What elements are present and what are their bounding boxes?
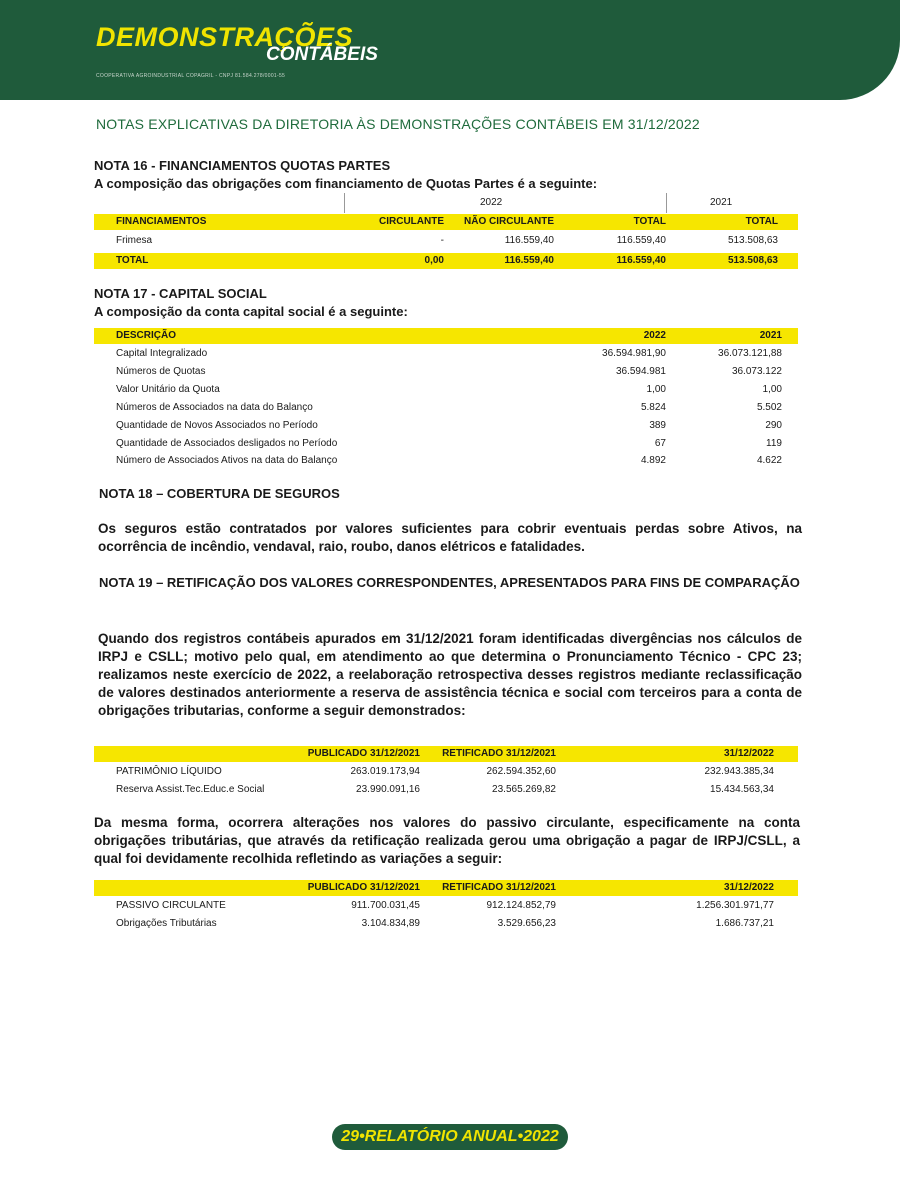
header-cell: NÃO CIRCULANTE [464, 216, 554, 227]
footer-text: 29•RELATÓRIO ANUAL•2022 [341, 1128, 559, 1145]
table-row [94, 400, 798, 416]
nota19-table1 [94, 746, 798, 802]
header-cell: FINANCIAMENTOS [116, 216, 207, 227]
table-cell: 389 [649, 420, 666, 431]
table-row [94, 782, 798, 798]
table-cell: 513.508,63 [727, 235, 778, 246]
nota19-title: NOTA 19 – RETIFICAÇÃO DOS VALORES CORRESPONDENTES, APRESENTADOS PARA FINS DE COMPARAÇÃO [99, 575, 800, 590]
table-cell: Reserva Assist.Tec.Educ.e Social [116, 784, 265, 795]
page-header [0, 0, 900, 100]
table-row [94, 346, 798, 362]
nota16-year-2022: 2022 [480, 197, 503, 208]
table-cell: 232.943.385,34 [704, 766, 774, 777]
table-header-row [94, 880, 798, 896]
table-cell: Quantidade de Associados desligados no Período [116, 438, 338, 449]
table-cell: 36.073.122 [731, 366, 782, 377]
table-cell: 116.559,40 [616, 255, 666, 266]
nota16-title: NOTA 16 - FINANCIAMENTOS QUOTAS PARTES [94, 158, 391, 173]
table-cell: 912.124.852,79 [486, 900, 556, 911]
table-total-row [94, 253, 798, 269]
table-row [94, 382, 798, 398]
table-cell: - [440, 235, 444, 246]
table-cell: Frimesa [116, 235, 153, 246]
nota18-title: NOTA 18 – COBERTURA DE SEGUROS [99, 486, 340, 501]
page-footer [332, 1124, 568, 1150]
nota17-table [94, 328, 798, 468]
table-cell: 911.700.031,45 [351, 900, 420, 911]
table-row [94, 233, 798, 249]
header-cell: CIRCULANTE [379, 216, 444, 227]
header-cell: PUBLICADO 31/12/2021 [307, 748, 420, 759]
table-cell: 513.508,63 [727, 255, 778, 266]
nota16-table [94, 214, 798, 274]
table-cell: 15.434.563,34 [710, 784, 774, 795]
table-cell: PASSIVO CIRCULANTE [116, 900, 226, 911]
header-company-line: COOPERATIVA AGROINDUSTRIAL COPAGRIL - CNPJ 81.584.278/0001-55 [96, 73, 286, 79]
table-header-row [94, 214, 798, 230]
table-cell: 262.594.352,60 [486, 766, 556, 777]
table-cell: 4.892 [640, 455, 666, 466]
table-cell: 36.073.121,88 [718, 348, 782, 359]
table-cell: 116.559,40 [504, 255, 554, 266]
table-cell: 4.622 [756, 455, 782, 466]
table-cell: TOTAL [116, 255, 149, 266]
table-cell: Número de Associados Ativos na data do Balanço [116, 455, 338, 466]
table-cell: Obrigações Tributárias [116, 918, 217, 929]
table-cell: 290 [765, 420, 782, 431]
table-row [94, 898, 798, 914]
table-cell: PATRIMÔNIO LÍQUIDO [116, 766, 222, 777]
table-cell: Números de Associados na data do Balanço [116, 402, 313, 413]
year-divider [666, 193, 667, 213]
table-cell: Valor Unitário da Quota [116, 384, 220, 395]
table-cell: 3.104.834,89 [361, 918, 420, 929]
table-cell: 116.559,40 [616, 235, 666, 246]
table-row [94, 436, 798, 452]
header-cell: 31/12/2022 [723, 882, 774, 893]
table-cell: 36.594.981,90 [602, 348, 666, 359]
table-cell: Capital Integralizado [116, 348, 208, 359]
table-header-row [94, 328, 798, 344]
table-cell: 67 [654, 438, 666, 449]
table-cell: 119 [766, 438, 782, 449]
nota19-text1: Quando dos registros contábeis apurados em 31/12/2021 foram identificadas divergências nos cálculos de IRPJ e CSLL; motivo pelo qual, em atendimento ao que determina o Pronunciamento Técnico - CPC 23; realizamos neste exercício de 2022, a reelaboração retrospectiva desses registros mediante reclassificação de valores destinados anteriormente a reserva de assistência técnica e social com terceiros para a conta de obrigações tributarias, conforme a seguir demonstrados: [98, 631, 802, 718]
nota18-text: Os seguros estão contratados por valores suficientes para cobrir eventuais perdas sobre Ativos, na ocorrência de incêndio, vendaval, raio, roubo, danos elétricos e fatalidades. [98, 521, 802, 554]
table-cell: 1,00 [762, 384, 782, 395]
table-cell: 1,00 [646, 384, 666, 395]
table-row [94, 916, 798, 932]
table-cell: 263.019.173,94 [350, 766, 420, 777]
nota19-text2: Da mesma forma, ocorrera alterações nos valores do passivo circulante, especificamente na conta obrigações tributárias, que através da retificação realizada gerou uma obrigação a pagar de IRPJ/CSLL, a qual foi devidamente recolhida refletindo as variações a seguir: [94, 815, 800, 866]
table-cell: Números de Quotas [116, 366, 206, 377]
nota16-year-2021: 2021 [710, 197, 733, 208]
nota19-table2 [94, 880, 798, 936]
table-cell: 23.990.091,16 [356, 784, 420, 795]
table-cell: 5.824 [640, 402, 666, 413]
table-cell: 36.594.981 [615, 366, 666, 377]
header-cell: TOTAL [633, 216, 666, 227]
header-cell: 31/12/2022 [723, 748, 774, 759]
table-cell: 1.686.737,21 [715, 918, 774, 929]
header-title-line2: CONTÁBEIS [266, 44, 378, 65]
header-cell: PUBLICADO 31/12/2021 [307, 882, 420, 893]
header-title-line1: DEMONSTRAÇÕES [96, 22, 354, 52]
section-title: NOTAS EXPLICATIVAS DA DIRETORIA ÀS DEMONSTRAÇÕES CONTÁBEIS EM 31/12/2022 [96, 116, 700, 132]
table-header-row [94, 746, 798, 762]
year-divider [344, 193, 345, 213]
table-cell: 1.256.301.971,77 [696, 900, 774, 911]
header-cell: 2022 [643, 330, 666, 341]
table-row [94, 764, 798, 780]
table-row [94, 453, 798, 469]
nota16-subtitle: A composição das obrigações com financiamento de Quotas Partes é a seguinte: [94, 176, 598, 191]
table-row [94, 418, 798, 434]
header-cell: 2021 [759, 330, 782, 341]
table-cell: 0,00 [424, 255, 444, 266]
header-cell: DESCRIÇÃO [116, 330, 177, 341]
nota17-subtitle: A composição da conta capital social é a seguinte: [94, 304, 408, 319]
table-cell: 116.559,40 [504, 235, 554, 246]
header-cell: RETIFICADO 31/12/2021 [442, 748, 556, 759]
header-cell: RETIFICADO 31/12/2021 [442, 882, 556, 893]
table-cell: Quantidade de Novos Associados no Período [116, 420, 318, 431]
table-cell: 23.565.269,82 [492, 784, 556, 795]
nota17-title: NOTA 17 - CAPITAL SOCIAL [94, 286, 267, 301]
table-cell: 5.502 [756, 402, 782, 413]
table-cell: 3.529.656,23 [497, 918, 556, 929]
table-row [94, 364, 798, 380]
header-cell: TOTAL [745, 216, 778, 227]
